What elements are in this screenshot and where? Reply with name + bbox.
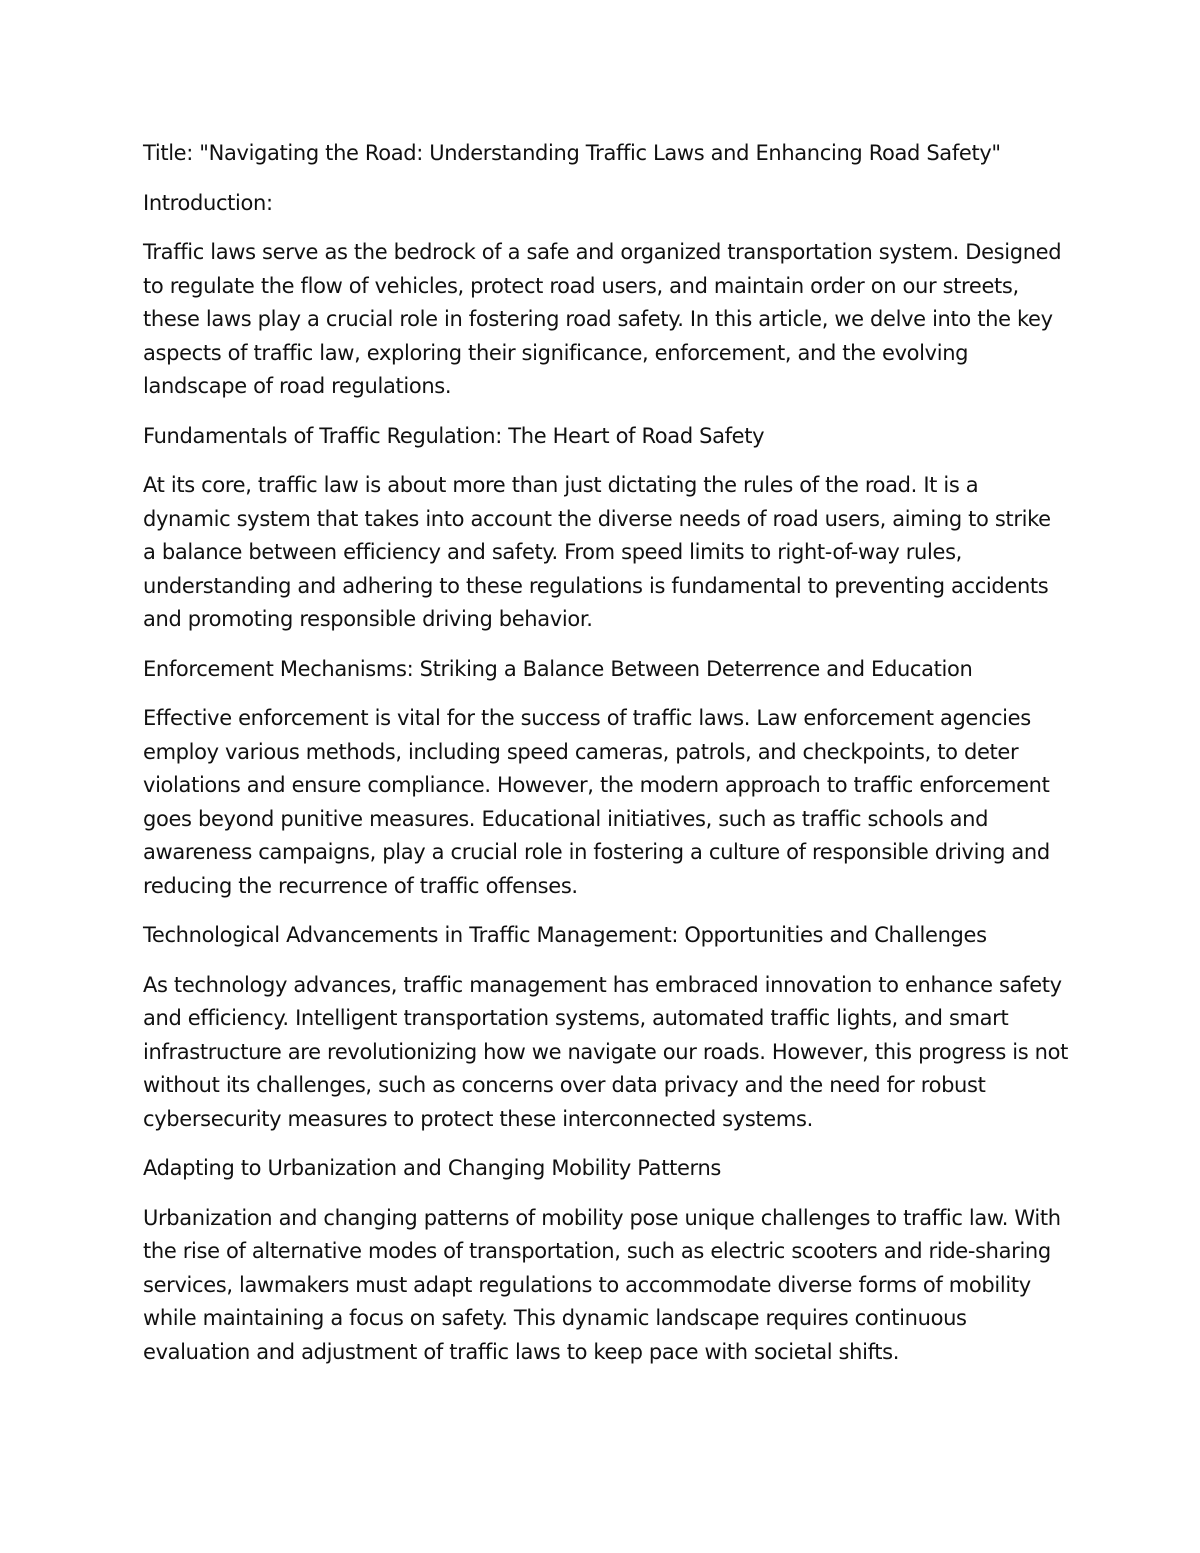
- intro-heading: Introduction:: [143, 190, 273, 215]
- section-body-technology: As technology advances, traffic management has embraced innovation to enhance safety and efficiency. Intelligent transportation systems, automated traffic lights, and smart infrastructure are revolutionizing how we navigate our roads. However, this progress is not without its challenges, such as concerns over data privacy and the need for robust cybersecurity measures to protect these interconnected systems.: [143, 972, 1069, 1131]
- section-body-urbanization: Urbanization and changing patterns of mobility pose unique challenges to traffic law. With the rise of alternative modes of transportation, such as electric scooters and ride-sharing services, lawmakers must adapt regulations to accommodate diverse forms of mobility while maintaining a focus on safety. This dynamic landscape requires continuous evaluation and adjustment of traffic laws to keep pace with societal shifts.: [143, 1205, 1061, 1364]
- document-body: [143, 137, 1068, 1385]
- document-title: Title: "Navigating the Road: Understanding Traffic Laws and Enhancing Road Safety": [143, 141, 1001, 165]
- section-body-fundamentals: At its core, traffic law is about more than just dictating the rules of the road. It is a dynamic system that takes into account the diverse needs of road users, aiming to strike a balance between efficiency and safety. From speed limits to right-of-way rules, understanding and adhering to these regulations is fundamental to preventing accidents and promoting responsible driving behavior.: [143, 473, 1051, 631]
- section-heading-technology: Technological Advancements in Traffic Management: Opportunities and Challenges: [143, 923, 987, 947]
- section-heading-enforcement: Enforcement Mechanisms: Striking a Balance Between Deterrence and Education: [143, 656, 973, 681]
- section-heading-urbanization: Adapting to Urbanization and Changing Mobility Patterns: [143, 1156, 721, 1180]
- section-body-enforcement: Effective enforcement is vital for the success of traffic laws. Law enforcement agencies employ various methods, including speed cameras, patrols, and checkpoints, to deter violations and ensure compliance. However, the modern approach to traffic enforcement goes beyond punitive measures. Educational initiatives, such as traffic schools and awareness campaigns, play a crucial role in fostering a culture of responsible driving and reducing the recurrence of traffic offenses.: [143, 706, 1050, 898]
- section-heading-fundamentals: Fundamentals of Traffic Regulation: The Heart of Road Safety: [143, 423, 765, 448]
- intro-paragraph: Traffic laws serve as the bedrock of a safe and organized transportation system. Designed to regulate the flow of vehicles, protect road users, and maintain order on our streets, these laws play a crucial role in fostering road safety. In this article, we delve into the key aspects of traffic law, exploring their significance, enforcement, and the evolving landscape of road regulations.: [143, 240, 1062, 398]
